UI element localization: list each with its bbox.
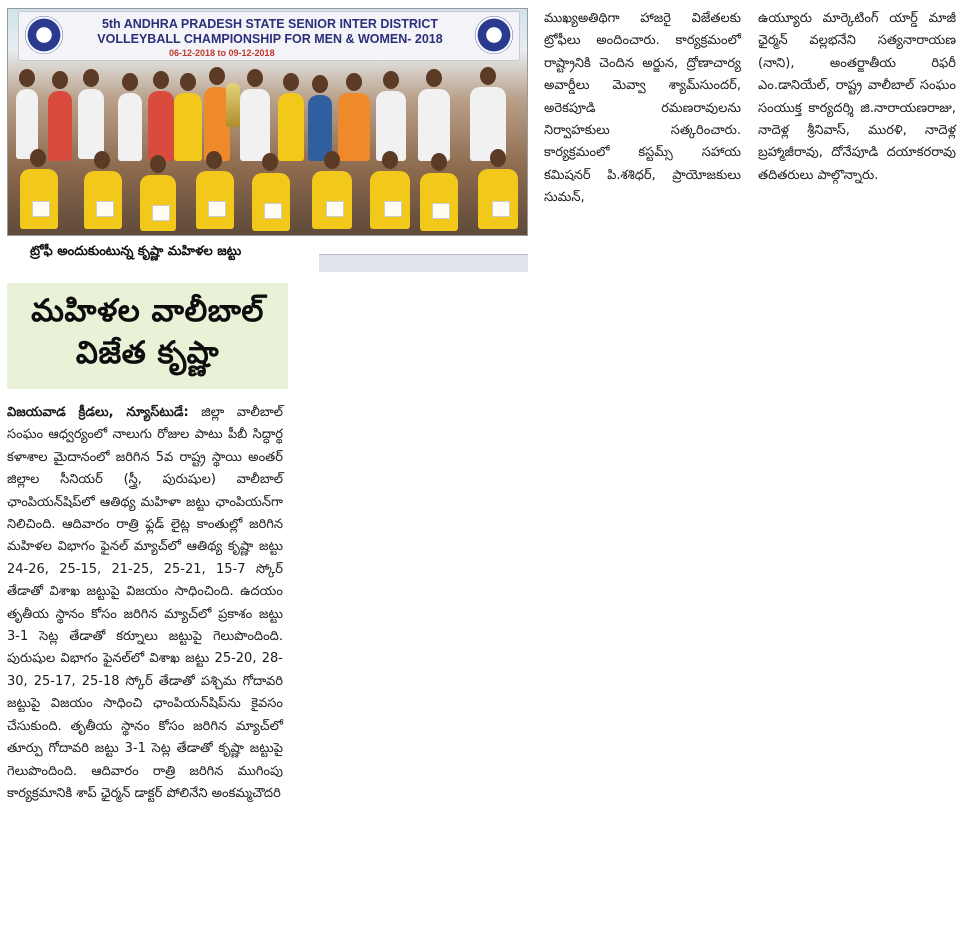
certificate [264,203,282,219]
banner-title-line2: VOLLEYBALL CHAMPIONSHIP FOR MEN & WOMEN- 2018 [97,32,443,46]
headline-line1: మహిళల వాలీబాల్ [31,293,264,329]
person [174,93,202,161]
player [370,171,410,229]
player [196,171,234,229]
certificate [432,203,450,219]
article-dateline: విజయవాడ క్రీడలు, న్యూస్‌టుడే: [7,405,189,420]
person-head [346,73,362,91]
person [278,93,304,161]
certificate [32,201,50,217]
player [252,173,290,231]
person [240,89,270,161]
certificate [384,201,402,217]
player-head [150,155,166,173]
banner-title-line1: 5th ANDHRA PRADESH STATE SENIOR INTER DISTRICT [101,17,439,31]
person-head [180,73,196,91]
person [148,91,174,161]
person-head [383,71,399,89]
article-column-1 [7,402,283,805]
person [78,89,104,159]
player [20,169,58,229]
player-head [94,151,110,169]
player-head [262,153,278,171]
person-head [153,71,169,89]
person-head [247,69,263,87]
certificate [96,201,114,217]
person-head [52,71,68,89]
news-photo [7,8,528,236]
person-head [209,67,225,85]
photo-caption: ట్రోఫీ అందుకుంటున్న కృష్ణా మహిళల జట్టు [30,244,242,259]
certificate [208,201,226,217]
person-head [283,73,299,91]
player [140,175,176,231]
headline-line2: విజేత కృష్ణా [75,335,220,371]
player [312,171,352,229]
player [478,169,518,229]
certificate [326,201,344,217]
player-head [206,151,222,169]
article-column-2 [544,8,741,210]
player-head [490,149,506,167]
event-banner [18,11,520,61]
trophy-icon [226,83,240,127]
headline-box [7,283,288,389]
person-head [19,69,35,87]
player-head [30,149,46,167]
person-head [480,67,496,85]
person [418,89,450,161]
player-head [324,151,340,169]
person-head [122,73,138,91]
person [338,93,370,161]
person-head [312,75,328,93]
person [118,93,142,161]
player [420,173,458,231]
person-head [83,69,99,87]
article-body-part3: ఉయ్యూరు మార్కెటింగ్ యార్డ్ మాజీ ఛైర్మన్ వల్లభనేని సత్యనారాయణ (నాని), అంతర్జాతీయ రిఫరీ ఎం.డానియేల్, రాష్ట్ర వాలీబాల్ సంఘం సంయుక్త కార్యదర్శి జి.నారాయణరాజు, నాదెళ్ల శ్రీనివాస్, మురళి, నాదెళ్ల బ్రహ్మాజీరావు, దోనేపూడి దయాకరరావు తదితరులు పాల్గొన్నారు. [758,11,956,183]
certificate [152,205,170,221]
player-head [431,153,447,171]
article-body-part1: జిల్లా వాలీబాల్ సంఘం ఆధ్వర్యంలో నాలుగు రోజుల పాటు పీబీ సిద్ధార్థ కళాశాల మైదానంలో జరిగిన 5వ రాష్ట్ర స్థాయి అంతర్ జిల్లాల సీనియర్ (స్త్రీ, పురుషుల) వాలీబాల్ ఛాంపియన్‌షిప్‌లో ఆతిథ్య మహిళా జట్టు ఛాంపియన్‌గా నిలిచింది. ఆదివారం రాత్రి ఫ్లడ్ లైట్ల కాంతుల్లో జరిగిన మహిళల విభాగం ఫైనల్ మ్యాచ్‌లో ఆతిథ్య కృష్ణా జట్టు 24-26, 25-15, 21-25, 25-21, 15-7 స్కోర్ తేడాతో విశాఖ జట్టుపై విజయం సాధించింది. ఉదయం తృతీయ స్థానం కోసం జరిగిన మ్యాచ్‌లో ప్రకాశం జట్టు 3-1 సెట్ల తేడాతో కర్నూలు జట్టుపై గెలుపొందింది. పురుషుల విభాగం ఫైనల్‌లో విశాఖ జట్టు 25-20, 28-30, 25-17, 25-18 స్కోర్ తేడాతో పశ్చిమ గోదావరి జట్టుపై విజయం సాధించి ఛాంపియన్‌షిప్‌ను కైవసం చేసుకుంది. తృతీయ స్థానం కోసం జరిగిన మ్యాచ్‌లో తూర్పు గోదావరి జట్టు 3-1 సెట్ల తేడాతో కృష్ణా జట్టుపై గెలుపొందింది. ఆదివారం రాత్రి జరిగిన ముగింపు కార్యక్రమానికి శాప్ ఛైర్మన్ డాక్టర్ పోలినేని అంకమ్మచౌదరి [7,405,284,801]
column-divider-bar [319,254,528,272]
association-logo-right [475,16,513,54]
player-head [382,151,398,169]
player [84,171,122,229]
article-body-part2: ముఖ్యఅతిథిగా హాజరై విజేతలకు ట్రోఫీలు అందించారు. కార్యక్రమంలో రాష్ట్రానికి చెందిన అర్జున, ద్రోణాచార్య అవార్డీలు మెవ్వా శ్యామ్‌సుందర్, అరెకపూడి రమణరావులను నిర్వాహకులు సత్కరించారు. కార్యక్రమంలో కస్టమ్స్ సహాయ కమిషనర్ పి.శశిధర్, ప్రాయోజకులు సుమన్, [544,11,741,206]
person-head [426,69,442,87]
certificate [492,201,510,217]
banner-dates: 06-12-2018 to 09-12-2018 [169,48,275,58]
person [48,91,72,161]
article-column-3 [758,8,956,187]
association-logo-left [25,16,63,54]
